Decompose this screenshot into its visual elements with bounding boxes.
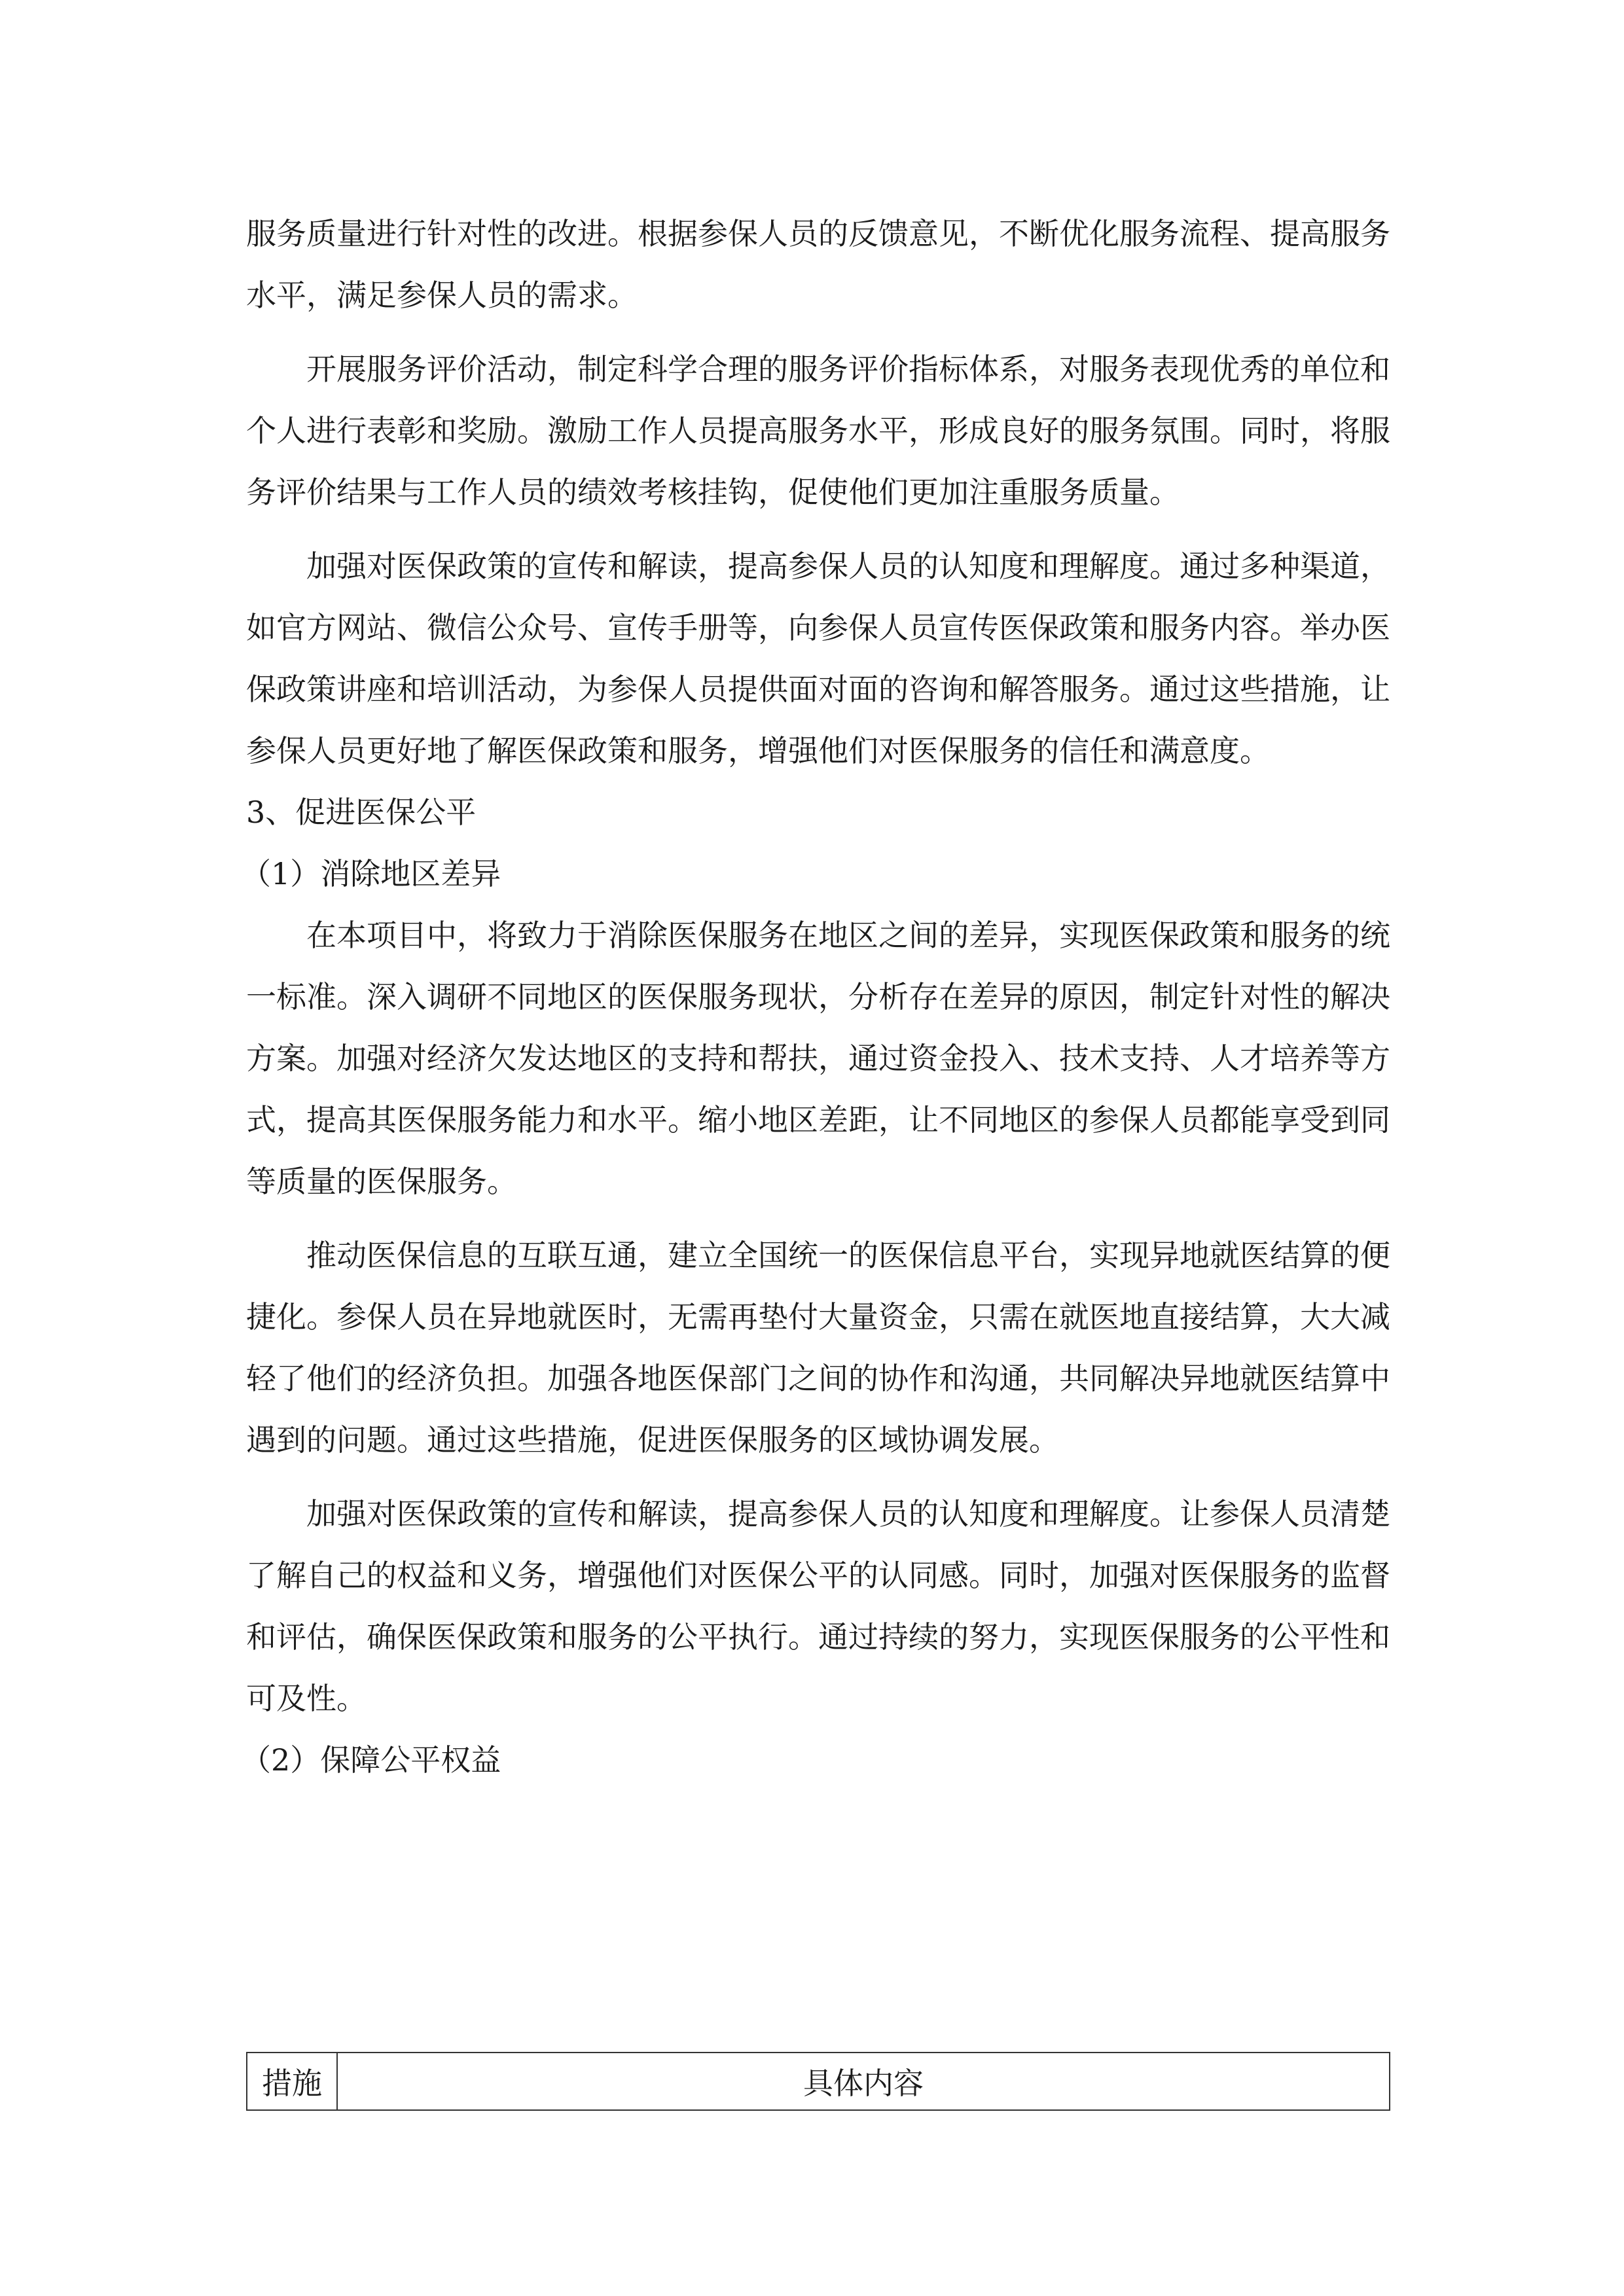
- paragraph-4: 在本项目中，将致力于消除医保服务在地区之间的差异，实现医保政策和服务的统一标准。深入调研不同地区的医保服务现状，分析存在差异的原因，制定针对性的解决方案。加强对经济欠发达地区的支持和帮扶，通过资金投入、技术支持、人才培养等方式，提高其医保服务能力和水平。缩小地区差距，让不同地区的参保人员都能享受到同等质量的医保服务。: [246, 918, 1390, 1199]
- paragraph-5: 推动医保信息的互联互通，建立全国统一的医保信息平台，实现异地就医结算的便捷化。参保人员在异地就医时，无需再垫付大量资金，只需在就医地直接结算，大大减轻了他们的经济负担。加强各地医保部门之间的协作和沟通，共同解决异地就医结算中遇到的问题。通过这些措施，促进医保服务的区域协调发展。: [246, 1238, 1390, 1458]
- table-header-measure: 措施: [247, 2053, 337, 2110]
- table-header-content: 具体内容: [337, 2053, 1390, 2110]
- document-body: [241, 203, 1390, 1791]
- paragraph-1: 服务质量进行针对性的改进。根据参保人员的反馈意见，不断优化服务流程、提高服务水平，满足参保人员的需求。: [246, 216, 1390, 313]
- subsection-heading-1: （1）消除地区差异: [241, 856, 501, 891]
- measures-table: [246, 2052, 1390, 2111]
- section-heading: 3、促进医保公平: [246, 795, 477, 830]
- table-header-row: [247, 2053, 1390, 2110]
- subsection-heading-2: （2）保障公平权益: [241, 1742, 501, 1778]
- paragraph-6: 加强对医保政策的宣传和解读，提高参保人员的认知度和理解度。让参保人员清楚了解自己的权益和义务，增强他们对医保公平的认同感。同时，加强对医保服务的监督和评估，确保医保政策和服务的公平执行。通过持续的努力，实现医保服务的公平性和可及性。: [246, 1496, 1390, 1716]
- paragraph-3: 加强对医保政策的宣传和解读，提高参保人员的认知度和理解度。通过多种渠道，如官方网站、微信公众号、宣传手册等，向参保人员宣传医保政策和服务内容。举办医保政策讲座和培训活动，为参保人员提供面对面的咨询和解答服务。通过这些措施，让参保人员更好地了解医保政策和服务，增强他们对医保服务的信任和满意度。: [246, 548, 1390, 768]
- paragraph-2: 开展服务评价活动，制定科学合理的服务评价指标体系，对服务表现优秀的单位和个人进行表彰和奖励。激励工作人员提高服务水平，形成良好的服务氛围。同时，将服务评价结果与工作人员的绩效考核挂钩，促使他们更加注重服务质量。: [246, 351, 1390, 510]
